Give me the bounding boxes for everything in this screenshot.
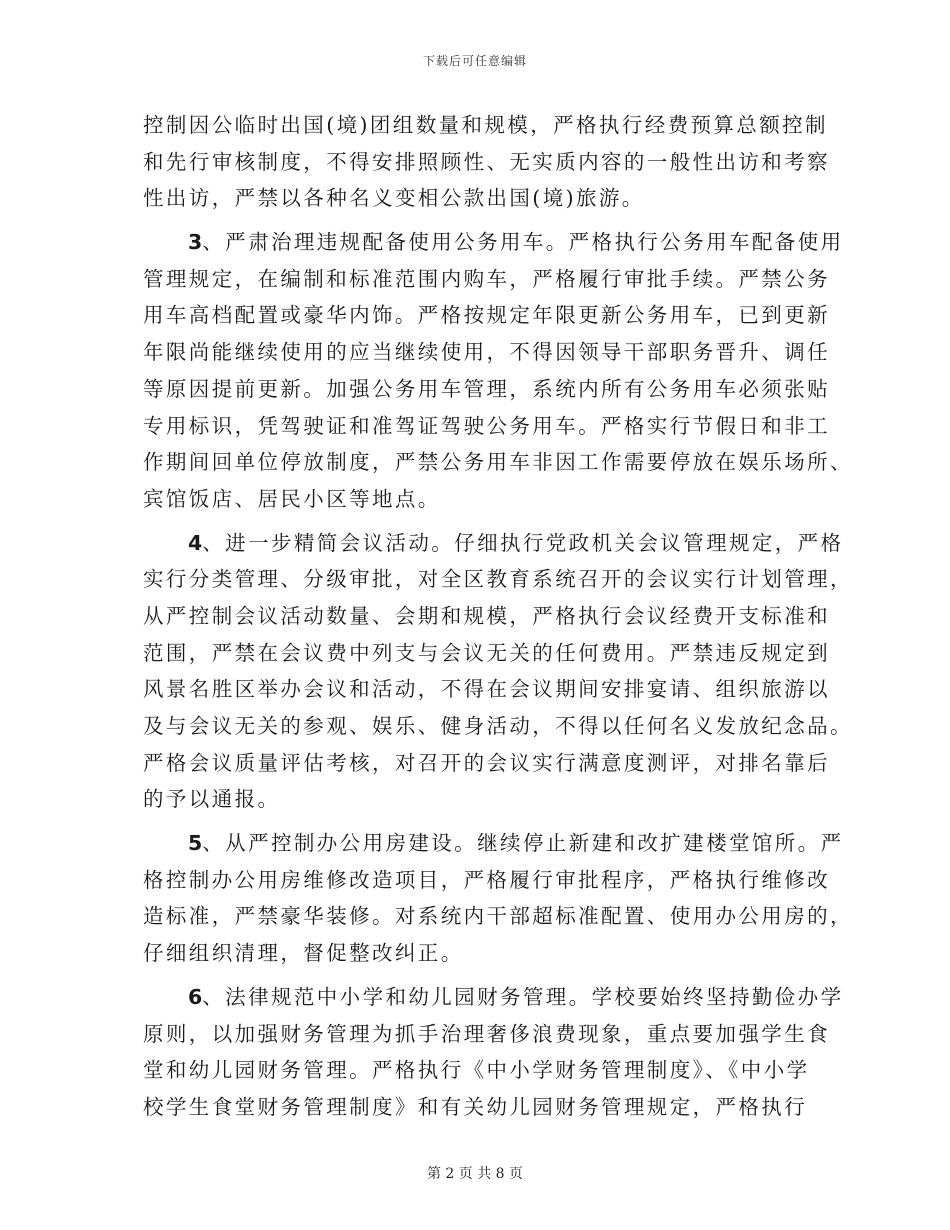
text-line: 宾馆饭店、居民小区等地点。 (143, 486, 441, 511)
text-line (143, 825, 844, 862)
text-line: 校学生食堂财务管理制度》和有关幼儿园财务管理规定，严格执行 (143, 1094, 808, 1119)
text-line: 及与会议无关的参观、娱乐、健身活动，不得以任何名义发放纪念品。 (143, 714, 853, 738)
line-text: 、法律规范中小学和幼儿园财务管理。学校要始终坚持勤俭办学 (202, 984, 844, 1009)
text-line: 严格会议质量评估考核，对召开的会议实行满意度测评，对排名靠后 (143, 750, 830, 775)
text-line: 堂和幼儿园财务管理。严格执行《中小学财务管理制度》、《中小学 (143, 1058, 810, 1083)
text-line: 用车高档配置或豪华内饰。严格按规定年限更新公务用车，已到更新 (143, 303, 830, 328)
paragraph-3 (143, 224, 853, 518)
line-text: 、严肃治理违规配备使用公务用车。严格执行公务用车配备使用 (202, 230, 844, 255)
text-line: 的予以通报。 (143, 787, 281, 812)
text-line: 控制因公临时出国(境)团组数量和规模，严格执行经费预算总额控制 (143, 113, 828, 137)
text-line: 管理规定，在编制和标准范围内购车，严格履行审批手续。严禁公务 (143, 266, 830, 291)
text-line: 造标准，严禁豪华装修。对系统内干部超标准配置、使用办公用房的， (143, 904, 853, 929)
text-line: 仔细组织清理，督促整改纠正。 (143, 941, 464, 966)
text-line (143, 525, 844, 562)
item-number: 5 (188, 831, 203, 856)
text-line (143, 979, 844, 1016)
text-line: 风景名胜区举办会议和活动，不得在会议期间安排宴请、组织旅游以 (143, 677, 830, 702)
item-number: 4 (188, 530, 203, 555)
text-line: 范围，严禁在会议费中列支与会议无关的任何费用。严禁违反规定到 (143, 640, 830, 665)
paragraph-6 (143, 979, 844, 1126)
line-text: 、进一步精简会议活动。仔细执行党政机关会议管理规定，严格 (202, 530, 844, 555)
item-number: 6 (188, 984, 203, 1009)
text-line: 原则，以加强财务管理为抓手治理奢侈浪费现象，重点要加强学生食 (143, 1021, 830, 1046)
text-line: 从严控制会议活动数量、会期和规模，严格执行会议经费开支标准和 (143, 603, 830, 628)
text-line: 专用标识，凭驾驶证和准驾证驾驶公务用车。严格实行节假日和非工 (143, 413, 830, 438)
page-number-footer: 第 2 页 共 8 页 (426, 1166, 524, 1182)
text-line: 性出访，严禁以各种名义变相公款出国(境)旅游。 (143, 186, 645, 211)
line-text: 、从严控制办公用房建设。继续停止新建和改扩建楼堂馆所。严 (202, 831, 844, 856)
text-line (143, 224, 844, 261)
text-line: 年限尚能继续使用的应当继续使用，不得因领导干部职务晋升、调任 (143, 340, 830, 365)
text-line: 实行分类管理、分级审批，对全区教育系统召开的会议实行计划管理， (143, 567, 853, 592)
paragraph (143, 107, 830, 217)
text-line: 作期间回单位停放制度，严禁公务用车非因工作需要停放在娱乐场所、 (143, 450, 853, 475)
text-line: 等原因提前更新。加强公务用车管理，系统内所有公务用车必须张贴 (143, 376, 830, 401)
item-number: 3 (188, 230, 203, 255)
text-line: 和先行审核制度，不得安排照顾性、无实质内容的一般性出访和考察 (143, 149, 830, 174)
document-body (143, 107, 853, 1126)
paragraph-5 (143, 825, 853, 972)
text-line: 格控制办公用房维修改造项目，严格履行审批程序，严格执行维修改 (143, 867, 830, 892)
paragraph-4 (143, 525, 853, 819)
page-header: 下载后可任意编辑 (422, 54, 527, 68)
